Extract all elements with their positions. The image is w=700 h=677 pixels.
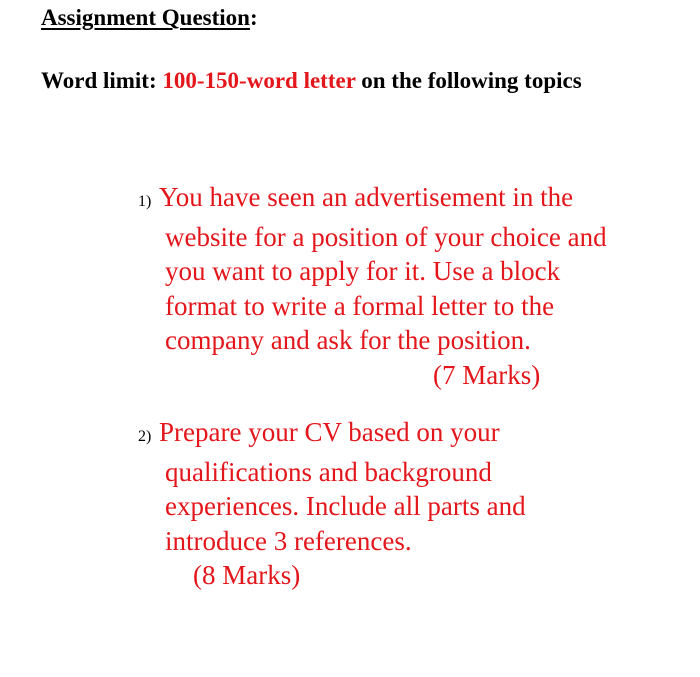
question-2-marks: (8 Marks)	[193, 560, 301, 590]
question-1	[138, 180, 607, 392]
word-limit-line	[41, 67, 582, 95]
question-1-number: 1)	[138, 193, 152, 210]
question-1-line-5: company and ask for the position.	[165, 325, 531, 355]
word-limit-suffix: on the following topics	[355, 68, 582, 93]
question-2-line-2: qualifications and background	[165, 456, 492, 487]
question-2-number: 2)	[138, 428, 152, 445]
question-2-line-3: experiences. Include all parts and	[165, 491, 526, 521]
assignment-heading-colon: :	[249, 5, 258, 30]
question-1-line-3: you want to apply for it. Use a block	[165, 256, 561, 286]
question-1-marks: (7 Marks)	[433, 359, 541, 390]
question-1-line-1: You have seen an advertisement in the	[159, 182, 574, 212]
assignment-heading	[41, 4, 258, 32]
question-1-line-2: website for a position of your choice and	[165, 221, 607, 252]
question-2-line-1: Prepare your CV based on your	[159, 417, 500, 447]
word-limit-highlight: 100-150-word letter	[162, 68, 356, 93]
question-2	[138, 415, 526, 593]
word-limit-prefix: Word limit:	[41, 68, 163, 93]
question-1-line-4: format to write a formal letter to the	[165, 290, 555, 321]
assignment-heading-label: Assignment Question	[41, 5, 250, 30]
question-2-line-4: introduce 3 references.	[165, 525, 412, 556]
